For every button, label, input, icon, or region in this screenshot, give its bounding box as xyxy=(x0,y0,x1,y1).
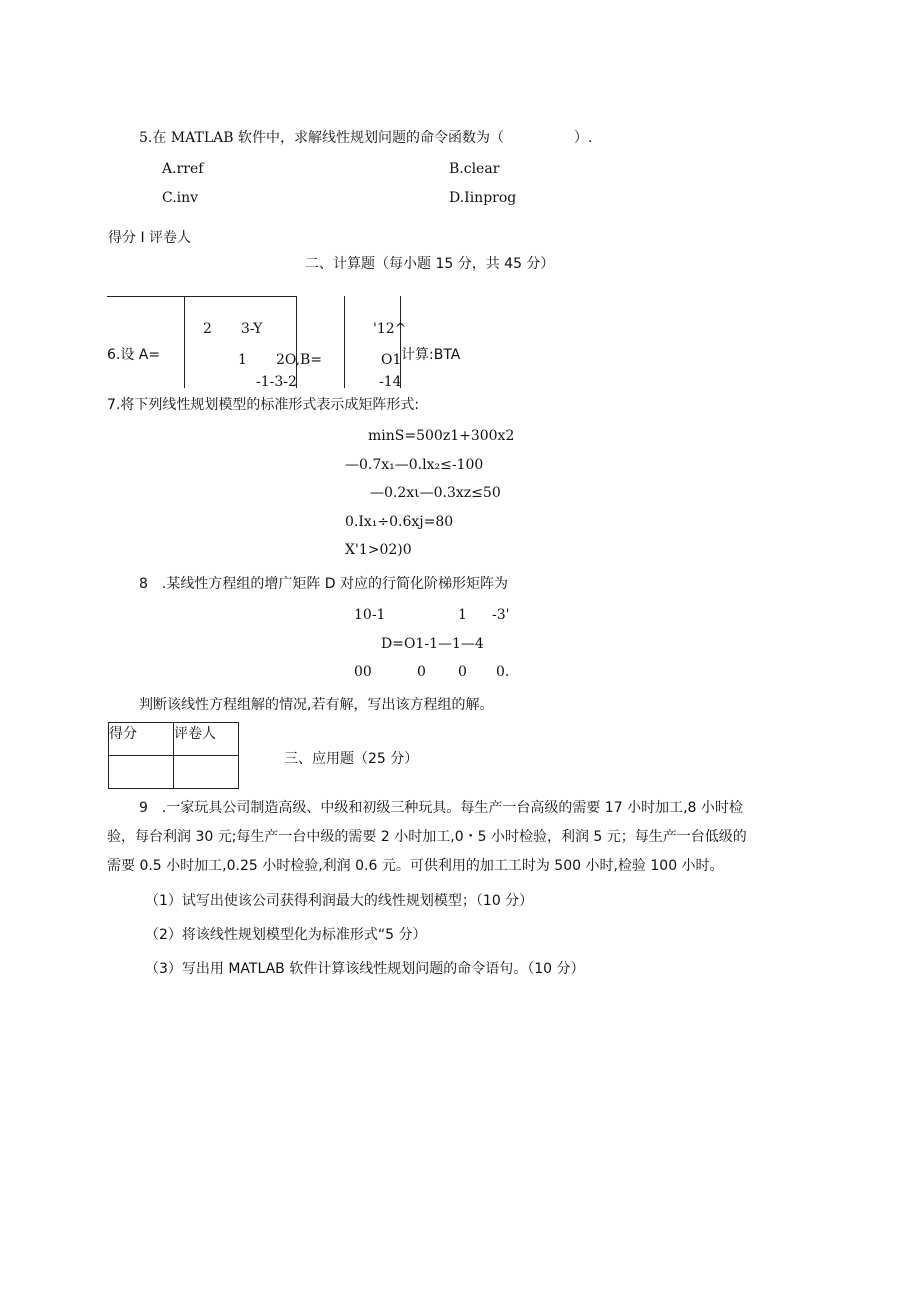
q7-objective: minS=500z1+300x2 xyxy=(368,428,515,444)
matrix-a-left-bar xyxy=(184,296,185,388)
q9-subquestion-3: （3）写出用 MATLAB 软件计算该线性规划问题的命令语句。（10 分） xyxy=(145,961,585,977)
q9-paragraph-line: 需要 0.5 小时加工,0.25 小时检验,利润 0.6 元。可供利用的加工工时为 500 小时,检验 100 小时。 xyxy=(107,858,724,874)
matrix-a-cell: -1-3-2 xyxy=(256,374,297,390)
q5-option-c: C.inv xyxy=(162,190,199,206)
matrix-a-cell: 1 xyxy=(238,352,247,368)
grader-line: 得分 I 评卷人 xyxy=(108,230,192,246)
matrix-b-left-bar xyxy=(344,296,345,388)
q6-compute: 计算:BTA xyxy=(401,347,461,363)
grader-header-label: 评卷人 xyxy=(174,726,216,742)
q7-stem: 7.将下列线性规划模型的标准形式表示成矩阵形式: xyxy=(107,397,420,413)
matrix-b-cell: -14 xyxy=(379,374,402,390)
q8-matrix-row: D=O1-1—1—4 xyxy=(381,636,484,652)
score-header-label: 得分 xyxy=(109,726,137,742)
matrix-a-cell: 3-Y xyxy=(241,321,263,337)
q9-paragraph-line: 验，每台利润 30 元;每生产一台中级的需要 2 小时加工,0・5 小时检验，利润 5 元；每生产一台低级的 xyxy=(107,829,747,845)
matrix-top-rule xyxy=(107,296,297,297)
q5-option-b: B.clear xyxy=(449,161,500,177)
q7-nonneg: X'1>02)0 xyxy=(345,542,412,558)
q8-matrix-cell: 00 xyxy=(354,664,372,680)
score-blank-cell xyxy=(109,756,174,789)
section2-title: 二、计算题（每小题 15 分，共 45 分） xyxy=(305,256,555,272)
q7-constraint: —0.2xι—0.3xz≤50 xyxy=(370,485,501,501)
q6-label: 6.设 A= xyxy=(107,347,161,363)
q5-stem: 5.在 MATLAB 软件中，求解线性规划问题的命令函数为（ ）. xyxy=(139,130,593,146)
q9-subquestion-2: （2）将该线性规划模型化为标准形式“5 分） xyxy=(145,927,427,943)
q8-matrix-cell: 0 xyxy=(417,664,426,680)
score-header-cell xyxy=(109,723,174,756)
q8-matrix-cell: 10-1 xyxy=(354,607,386,623)
q9-subquestion-1: （1）试写出使该公司获得利润最大的线性规划模型；（10 分） xyxy=(145,893,534,909)
score-table xyxy=(108,722,239,789)
matrix-a-cell: 2 xyxy=(203,321,212,337)
q9-paragraph-line: 9 .一家玩具公司制造高级、中级和初级三种玩具。每生产一台高级的需要 17 小时加工,8 小时检 xyxy=(139,800,743,816)
q8-matrix-cell: 1 xyxy=(458,607,467,623)
q8-followup: 判断该线性方程组解的情况,若有解，写出该方程组的解。 xyxy=(139,697,494,713)
q7-constraint: —0.7x₁—0.lx₂≤-100 xyxy=(345,457,484,473)
matrix-b-cell: O1 xyxy=(381,352,402,368)
section3-title: 三、应用题（25 分） xyxy=(284,751,419,767)
grader-blank-cell xyxy=(174,756,239,789)
matrix-b-cell: '12^ xyxy=(373,321,407,337)
q5-option-d: D.Iinprog xyxy=(449,190,517,206)
q8-stem: 8 .某线性方程组的增广矩阵 D 对应的行简化阶梯形矩阵为 xyxy=(139,576,509,592)
q5-option-a: A.rref xyxy=(162,161,204,177)
grader-header-cell xyxy=(174,723,239,756)
matrix-a-cell: 2O,B= xyxy=(276,352,323,368)
q7-constraint: 0.Ix₁÷0.6xj=80 xyxy=(345,514,454,530)
q8-matrix-cell: -3' xyxy=(492,607,510,623)
q8-matrix-cell: 0. xyxy=(496,664,510,680)
q8-matrix-cell: 0 xyxy=(458,664,467,680)
